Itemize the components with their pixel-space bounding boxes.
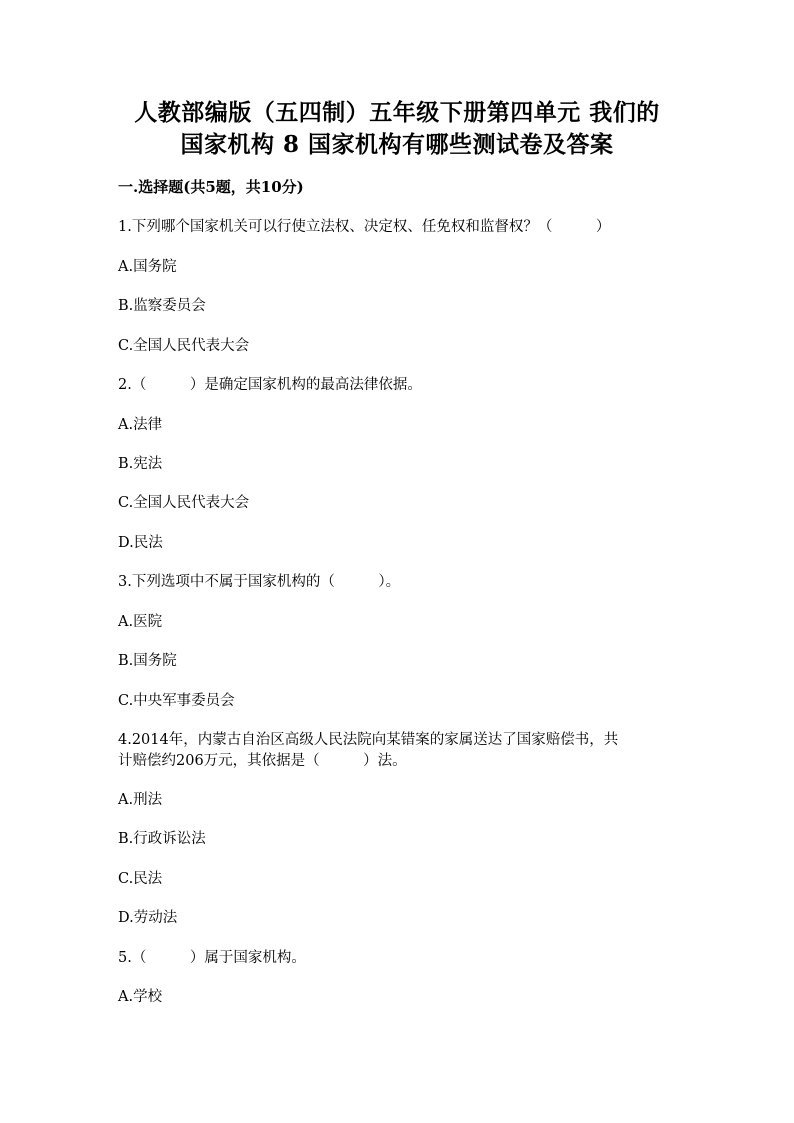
question-5-option-a: A.学校: [118, 989, 163, 1005]
question-4-option-d: D.劳动法: [118, 910, 178, 926]
question-4-stem-line-2: 计赔偿约206万元，其依据是（ ）法。: [118, 753, 407, 769]
question-1-option-b: B.监察委员会: [118, 298, 206, 314]
question-1-option-c: C.全国人民代表大会: [118, 338, 250, 354]
question-4-option-a: A.刑法: [118, 792, 163, 808]
section-heading: 一.选择题(共5题，共10分): [118, 178, 304, 196]
question-2-option-c: C.全国人民代表大会: [118, 495, 250, 511]
question-3-stem: 3.下列选项中不属于国家机构的（ ）。: [118, 574, 401, 590]
document-title-line-1: 人教部编版（五四制）五年级下册第四单元 我们的: [134, 99, 660, 126]
question-3-option-c: C.中央军事委员会: [118, 693, 235, 709]
question-1-option-a: A.国务院: [118, 259, 177, 275]
question-2-option-d: D.民法: [118, 535, 163, 551]
question-1-stem: 1.下列哪个国家机关可以行使立法权、决定权、任免权和监督权？（ ）: [118, 219, 611, 235]
question-3-option-a: A.医院: [118, 614, 163, 630]
question-4-stem-line-1: 4.2014年，内蒙古自治区高级人民法院向某错案的家属送达了国家赔偿书，共: [118, 732, 619, 748]
question-5-stem: 5.（ ）属于国家机构。: [118, 950, 306, 966]
question-4-option-b: B.行政诉讼法: [118, 831, 206, 847]
question-3-option-b: B.国务院: [118, 653, 177, 669]
question-2-option-a: A.法律: [118, 417, 163, 433]
document-title-line-2: 国家机构 8 国家机构有哪些测试卷及答案: [180, 131, 614, 158]
question-2-stem: 2.（ ）是确定国家机构的最高法律依据。: [118, 377, 422, 393]
question-4-option-c: C.民法: [118, 871, 163, 887]
question-2-option-b: B.宪法: [118, 456, 163, 472]
